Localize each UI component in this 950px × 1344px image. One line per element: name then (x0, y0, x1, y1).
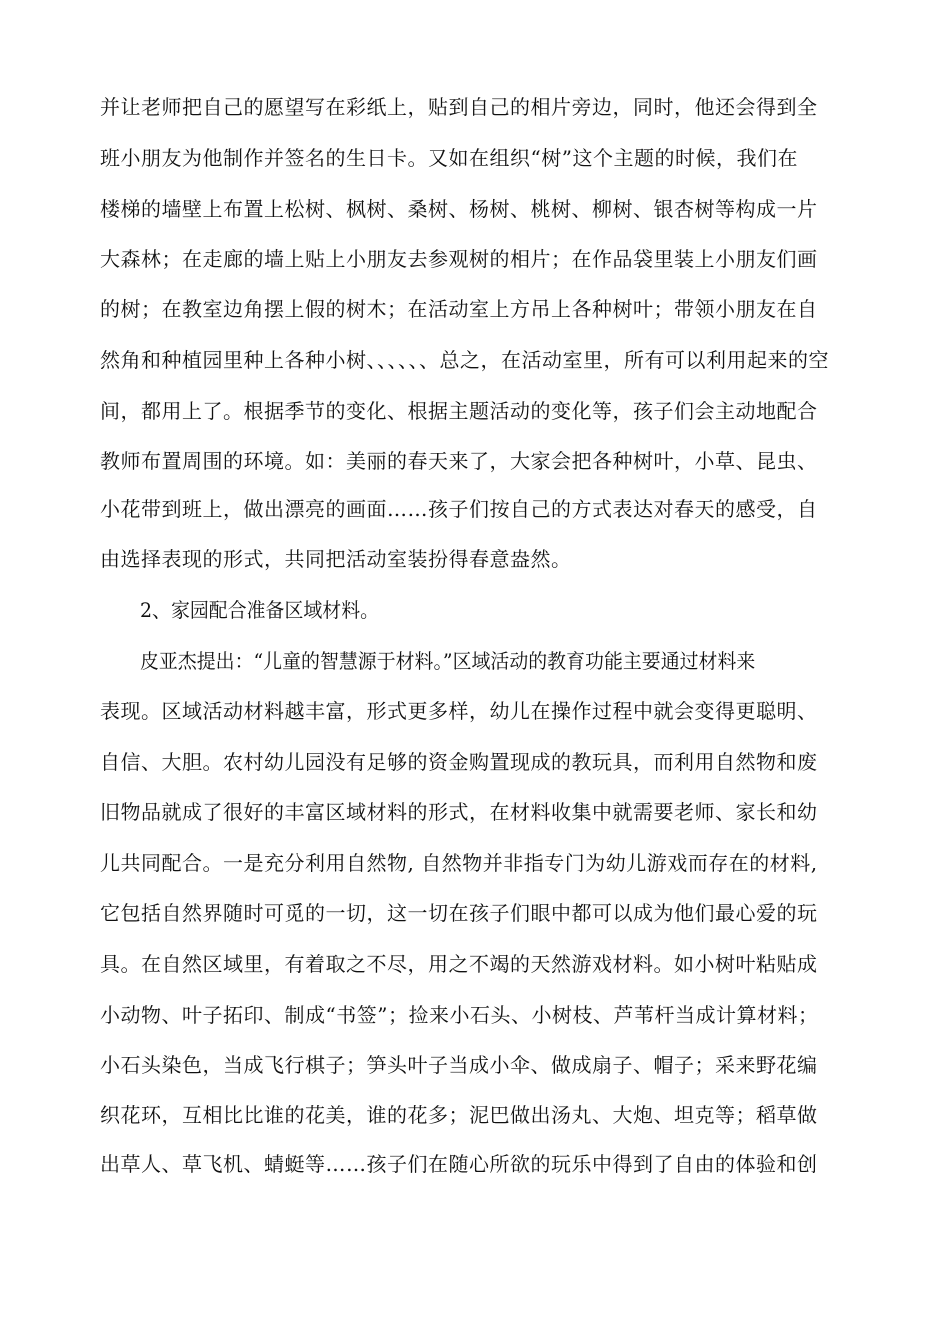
text-line: 教师布置周围的环境。如：美丽的春天来了，大家会把各种树叶，小草、昆虫、 (100, 449, 818, 473)
text-line: 小花带到班上，做出漂亮的画面……孩子们按自己的方式表达对春天的感受，自 (100, 497, 818, 521)
text-line: 具。在自然区域里，有着取之不尽，用之不竭的天然游戏材料。如小树叶粘贴成 (100, 952, 818, 976)
paragraph-first-line: 皮亚杰提出：“儿童的智慧源于材料。”区域活动的教育功能主要通过材料来 (140, 649, 756, 673)
text-line: 出草人、草飞机、蜻蜓等……孩子们在随心所欲的玩乐中得到了自由的体验和创 (100, 1152, 818, 1176)
text-line: 表现。区域活动材料越丰富，形式更多样，幼儿在操作过程中就会变得更聪明、 (100, 699, 818, 723)
text-line: 间，都用上了。根据季节的变化、根据主题活动的变化等，孩子们会主动地配合 (100, 399, 818, 423)
text-line: 儿共同配合。一是充分利用自然物, 自然物并非指专门为幼儿游戏而存在的材料, (100, 851, 818, 875)
text-line: 小动物、叶子拓印、制成“书签”；捡来小石头、小树枝、芦苇杆当成计算材料； (100, 1003, 819, 1027)
text-line: 然角和种植园里种上各种小树、、、、、、总之，在活动室里，所有可以利用起来的空 (100, 348, 829, 372)
text-line: 它包括自然界随时可觅的一切，这一切在孩子们眼中都可以成为他们最心爱的玩 (100, 901, 818, 925)
text-line: 班小朋友为他制作并签名的生日卡。又如在组织“树”这个主题的时候，我们在 (100, 146, 798, 170)
text-line: 由选择表现的形式，共同把活动室装扮得春意盎然。 (100, 547, 572, 571)
text-line: 自信、大胆。农村幼儿园没有足够的资金购置现成的教玩具，而利用自然物和废 (100, 750, 818, 774)
section-heading: 2、家园配合准备区域材料。 (140, 598, 380, 622)
text-line: 并让老师把自己的愿望写在彩纸上，贴到自己的相片旁边，同时，他还会得到全 (100, 95, 818, 119)
text-line: 旧物品就成了很好的丰富区域材料的形式，在材料收集中就需要老师、家长和幼 (100, 800, 818, 824)
text-line: 小石头染色，当成飞行棋子；笋头叶子当成小伞、做成扇子、帽子；采来野花编 (100, 1053, 818, 1077)
text-line: 织花环，互相比比谁的花美，谁的花多；泥巴做出汤丸、大炮、坦克等；稻草做 (100, 1103, 818, 1127)
text-line: 楼梯的墙壁上布置上松树、枫树、桑树、杨树、桃树、柳树、银杏树等构成一片 (100, 197, 818, 221)
text-line: 的树；在教室边角摆上假的树木；在活动室上方吊上各种树叶；带领小朋友在自 (100, 297, 818, 321)
text-line: 大森林；在走廊的墙上贴上小朋友去参观树的相片；在作品袋里装上小朋友们画 (100, 247, 818, 271)
